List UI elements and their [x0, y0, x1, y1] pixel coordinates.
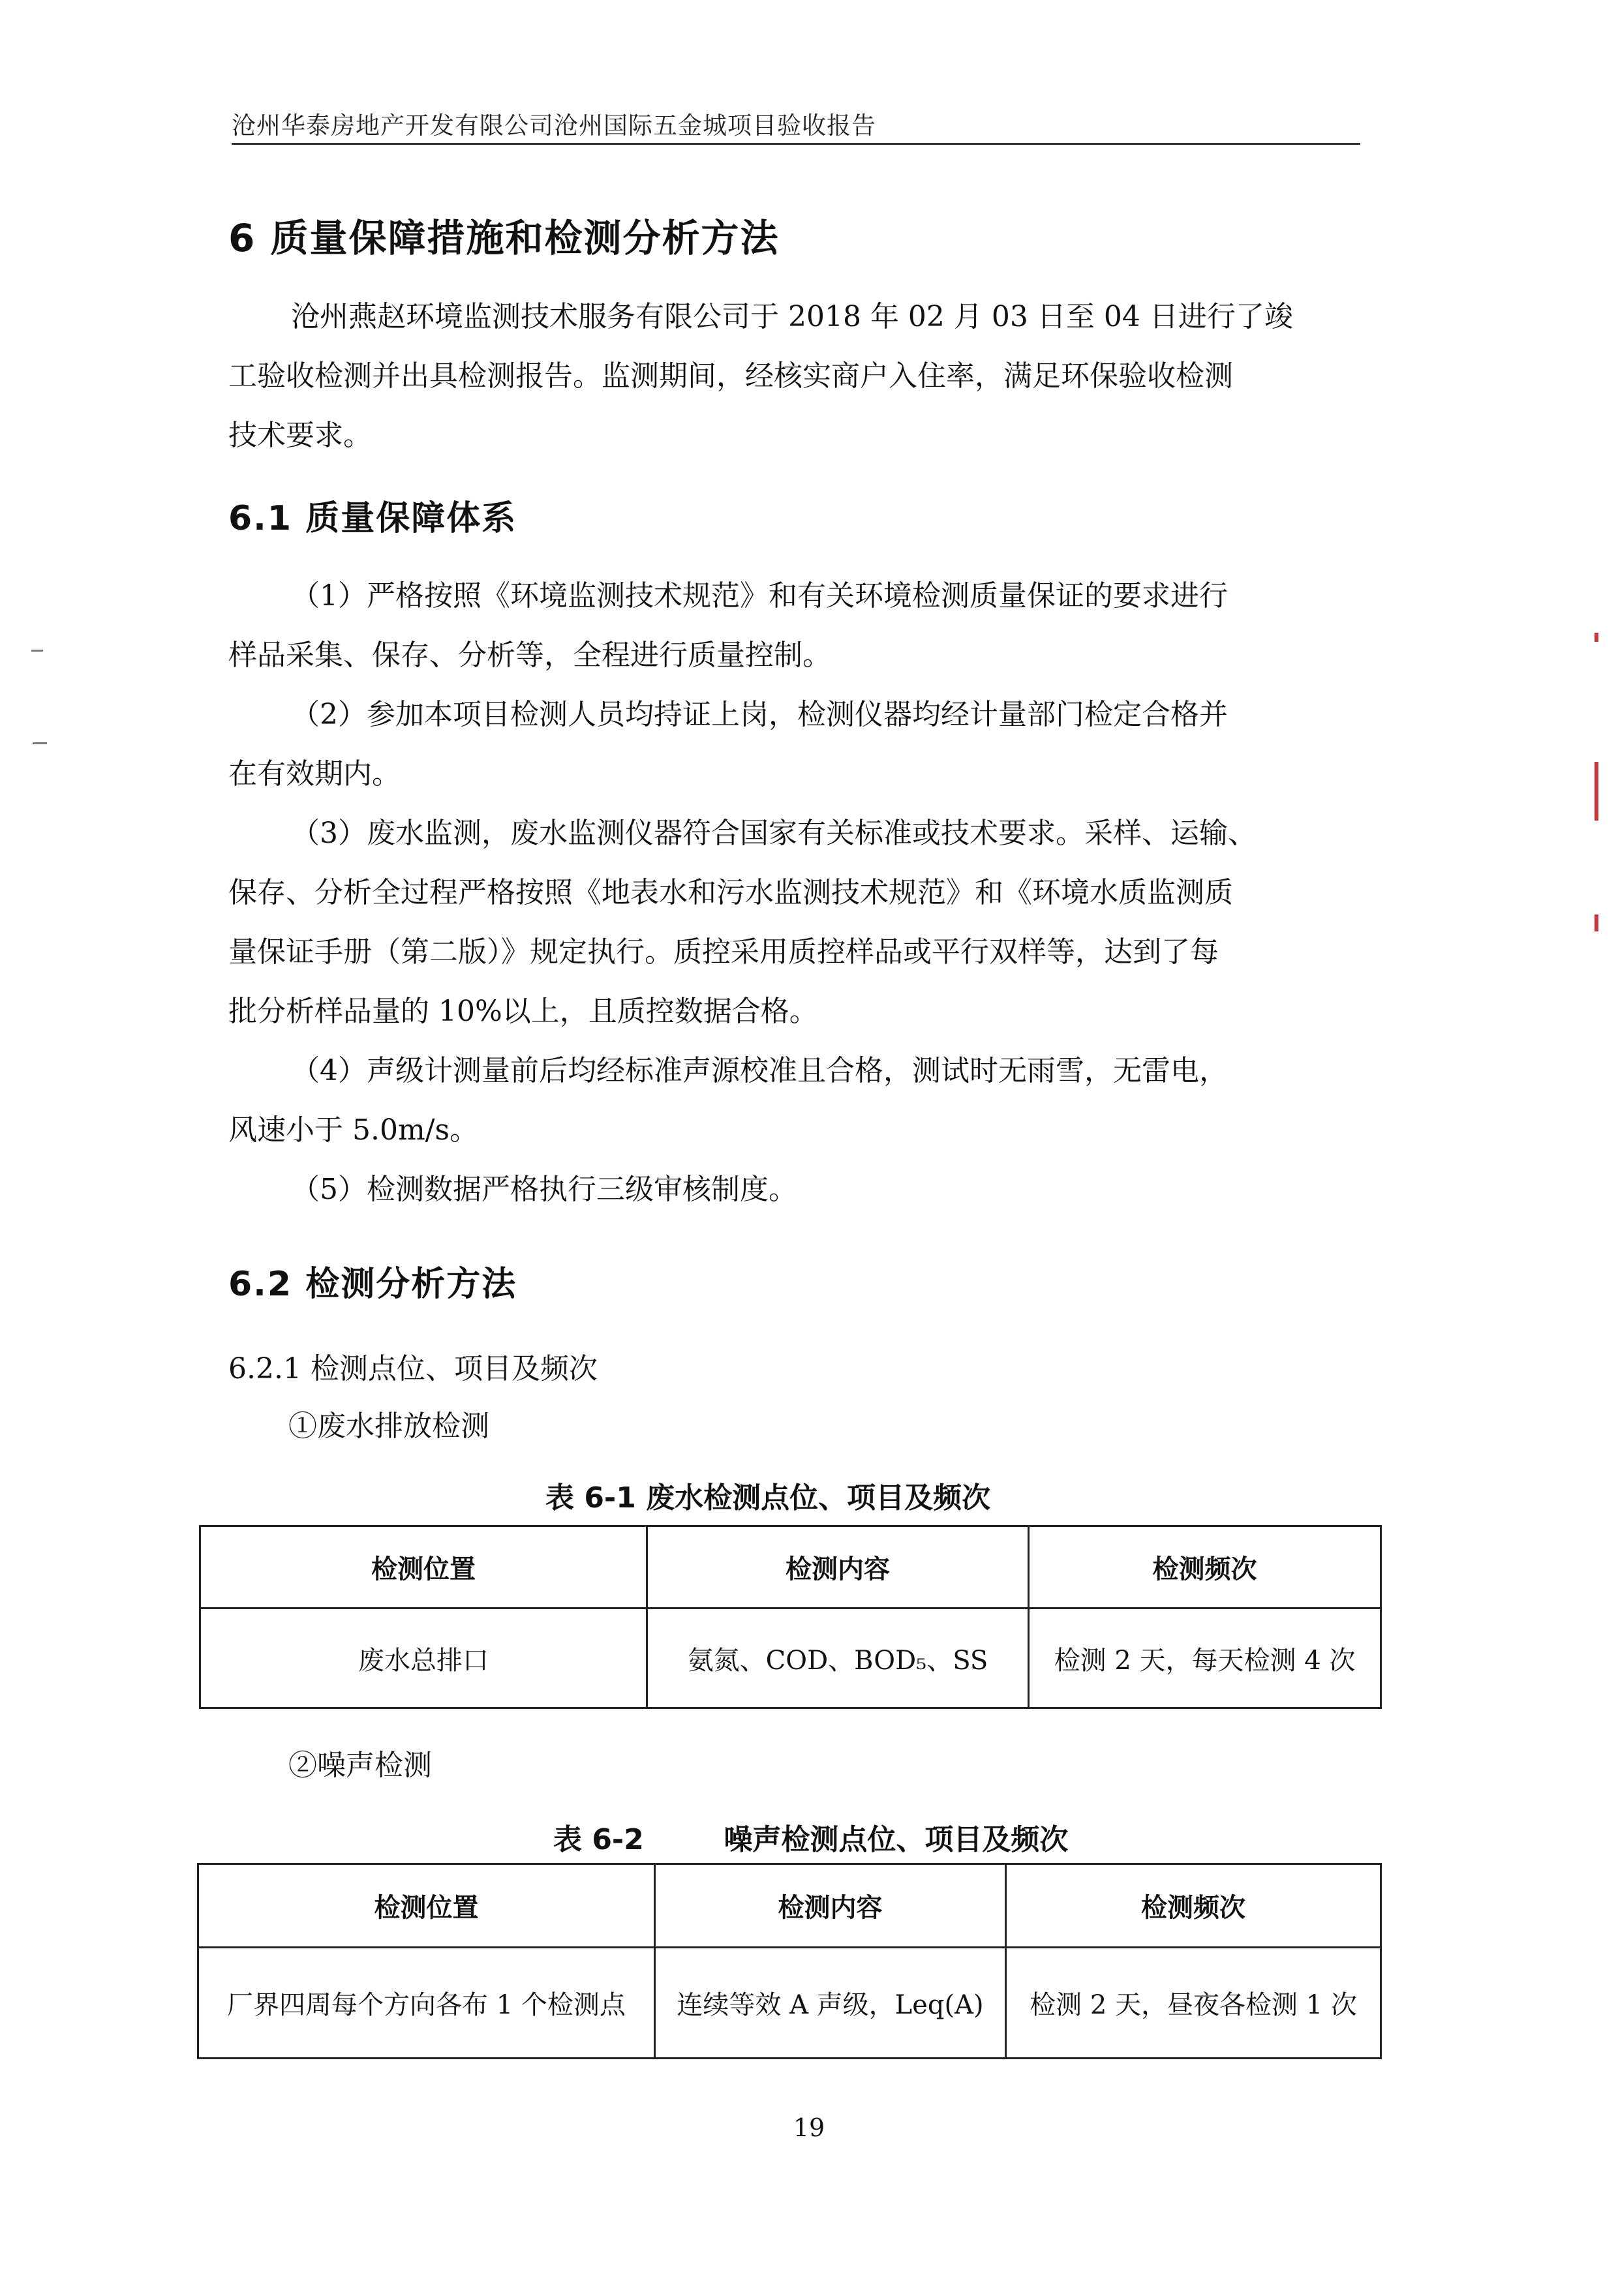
intro-line: 沧州燕赵环境监测技术服务有限公司于 2018 年 02 月 03 日至 04 日进行了竣 — [291, 300, 1293, 333]
quality-item-2 — [228, 685, 1360, 804]
table-cell: 检测 2 天，每天检测 4 次 — [1029, 1609, 1381, 1708]
item-line: 批分析样品量的 10%以上，且质控数据合格。 — [228, 995, 818, 1028]
header-cell: 检测内容 — [655, 1864, 1006, 1948]
scan-mark — [1595, 633, 1598, 642]
header-divider — [232, 143, 1360, 145]
scan-mark — [1595, 914, 1598, 931]
table-cell: 氨氮、COD、BOD₅、SS — [647, 1609, 1029, 1708]
table-header-row — [200, 1526, 1381, 1609]
wastewater-item-label: ①废水排放检测 — [288, 1410, 489, 1443]
header-cell: 检测内容 — [647, 1526, 1029, 1609]
item-line: 在有效期内。 — [228, 757, 401, 791]
item-line: （2）参加本项目检测人员均持证上岗，检测仪器均经计量部门检定合格并 — [291, 698, 1228, 731]
table-2-caption: 表 6-2 噪声检测点位、项目及频次 — [553, 1823, 1069, 1856]
subsection-title-6-1: 6.1 质量保障体系 — [228, 499, 517, 538]
scan-mark — [1595, 762, 1598, 821]
table-header-row — [198, 1864, 1381, 1948]
table-1-caption: 表 6-1 废水检测点位、项目及频次 — [545, 1481, 991, 1515]
running-header: 沧州华泰房地产开发有限公司沧州国际五金城项目验收报告 — [232, 112, 876, 140]
scan-speck — [33, 742, 47, 744]
quality-item-3 — [228, 804, 1360, 1041]
header-cell: 检测位置 — [200, 1526, 647, 1609]
quality-item-1 — [228, 566, 1360, 685]
item-line: 样品采集、保存、分析等，全程进行质量控制。 — [228, 639, 831, 672]
noise-item-label: ②噪声检测 — [288, 1749, 432, 1782]
page-number: 19 — [793, 2113, 825, 2142]
item-line: （5）检测数据严格执行三级审核制度。 — [291, 1173, 797, 1206]
header-cell: 检测频次 — [1029, 1526, 1381, 1609]
item-line: 量保证手册（第二版）》规定执行。质控采用质控样品或平行双样等，达到了每 — [228, 935, 1219, 969]
item-line: 风速小于 5.0m/s。 — [228, 1113, 479, 1147]
intro-line: 技术要求。 — [228, 419, 372, 452]
table-row — [198, 1948, 1381, 2059]
noise-table — [197, 1863, 1382, 2059]
quality-item-4 — [228, 1041, 1360, 1160]
table-cell: 废水总排口 — [200, 1609, 647, 1708]
item-line: （1）严格按照《环境监测技术规范》和有关环境检测质量保证的要求进行 — [291, 579, 1228, 612]
quality-item-5 — [228, 1160, 1360, 1219]
table-cell: 检测 2 天，昼夜各检测 1 次 — [1006, 1948, 1381, 2059]
scan-speck — [31, 650, 43, 652]
wastewater-table — [199, 1525, 1382, 1709]
sub-subsection-title: 6.2.1 检测点位、项目及频次 — [228, 1352, 598, 1385]
item-line: 保存、分析全过程严格按照《地表水和污水监测技术规范》和《环境水质监测质 — [228, 876, 1233, 909]
item-line: （4）声级计测量前后均经标准声源校准且合格，测试时无雨雪，无雷电， — [291, 1054, 1228, 1087]
table-row — [200, 1609, 1381, 1708]
section-intro — [228, 287, 1360, 465]
header-cell: 检测频次 — [1006, 1864, 1381, 1948]
table-cell: 连续等效 A 声级，Leq(A) — [655, 1948, 1006, 2059]
subsection-title-6-2: 6.2 检测分析方法 — [228, 1265, 517, 1304]
header-cell: 检测位置 — [198, 1864, 655, 1948]
table-cell: 厂界四周每个方向各布 1 个检测点 — [198, 1948, 655, 2059]
section-title: 6 质量保障措施和检测分析方法 — [228, 216, 780, 260]
intro-line: 工验收检测并出具检测报告。监测期间，经核实商户入住率，满足环保验收检测 — [228, 359, 1233, 393]
item-line: （3）废水监测，废水监测仪器符合国家有关标准或技术要求。采样、运输、 — [291, 817, 1257, 850]
